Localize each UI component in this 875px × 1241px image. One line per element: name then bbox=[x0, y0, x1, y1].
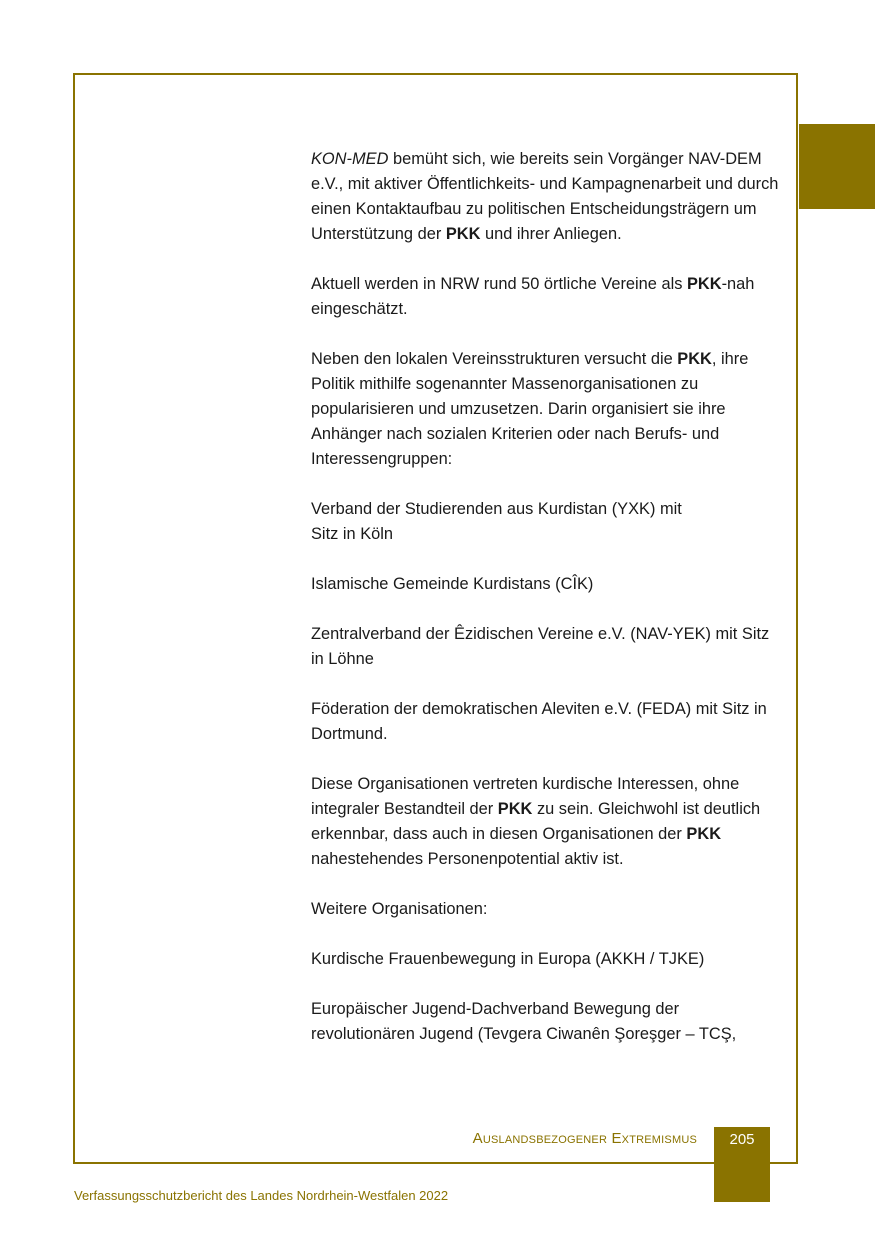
org-cik: Islamische Gemeinde Kurdistans (CÎK) bbox=[311, 575, 594, 593]
paragraph-text: zu sein. Gleichwohl ist deutlich erkennbar, dass auch in diesen Organisationen der bbox=[311, 800, 761, 843]
paragraph-text: bemüht sich, wie bereits sein Vorgänger NAV-DEM e.V., mit aktiver Öffentlichkeits- und Kampagnenarbeit und durch einen Kontaktaufbau zu politischen Entscheidungsträgern um Unterstützung der bbox=[311, 150, 779, 243]
paragraph-text: -nah eingeschätzt. bbox=[311, 275, 755, 318]
org-yxk-line2: Sitz in Köln bbox=[311, 525, 393, 543]
org-nav-yek: Zentralverband der Êzidischen Vereine e.V. (NAV-YEK) mit Sitz in Löhne bbox=[311, 625, 770, 668]
paragraph-text: Diese Organisationen vertreten kurdische Interessen, ohne integraler Bestandteil der bbox=[311, 775, 740, 818]
keyword-pkk: PKK bbox=[445, 225, 481, 243]
paragraph-text: Neben den lokalen Vereinsstrukturen versucht die bbox=[311, 350, 678, 368]
chapter-side-tab bbox=[799, 124, 875, 209]
org-tcs: Europäischer Jugend-Dachverband Bewegung der revolutionären Jugend (Tevgera Ciwanên Şoreşger – TCŞ, bbox=[311, 1000, 737, 1043]
org-yxk-line1: Verband der Studierenden aus Kurdistan (YXK) mit bbox=[311, 500, 682, 518]
paragraph-text: , ihre Politik mithilfe sogenannter Massenorganisationen zu popularisieren und umzusetzen. Darin organisiert sie ihre Anhänger nach sozialen Kriterien oder nach Berufs- und Interessengruppen: bbox=[311, 350, 749, 468]
paragraph-local-associations bbox=[311, 272, 779, 322]
page-number: 205 bbox=[729, 1131, 755, 1148]
keyword-pkk: PKK bbox=[677, 350, 712, 368]
section-title: Auslandsbezogener Extremismus bbox=[472, 1130, 697, 1147]
main-text bbox=[311, 147, 779, 1072]
further-organisations-heading: Weitere Organisationen: bbox=[311, 900, 488, 918]
page-number-box bbox=[714, 1127, 770, 1202]
paragraph-text: nahestehendes Personenpotential aktiv ist. bbox=[311, 850, 624, 868]
paragraph-mass-organisations bbox=[311, 347, 779, 472]
keyword-pkk: PKK bbox=[686, 275, 722, 293]
paragraph-interests bbox=[311, 772, 779, 872]
keyword-pkk: PKK bbox=[497, 800, 533, 818]
paragraph-kon-med bbox=[311, 147, 779, 247]
org-akkh-tjke: Kurdische Frauenbewegung in Europa (AKKH / TJKE) bbox=[311, 950, 705, 968]
paragraph-text: und ihrer Anliegen. bbox=[480, 225, 622, 243]
report-title: Verfassungsschutzbericht des Landes Nordrhein-Westfalen 2022 bbox=[74, 1188, 449, 1203]
paragraph-text: Aktuell werden in NRW rund 50 örtliche Vereine als bbox=[311, 275, 687, 293]
org-feda: Föderation der demokratischen Aleviten e.V. (FEDA) mit Sitz in Dortmund. bbox=[311, 700, 767, 743]
keyword-pkk: PKK bbox=[686, 825, 722, 843]
org-name-italic: KON-MED bbox=[311, 150, 389, 168]
